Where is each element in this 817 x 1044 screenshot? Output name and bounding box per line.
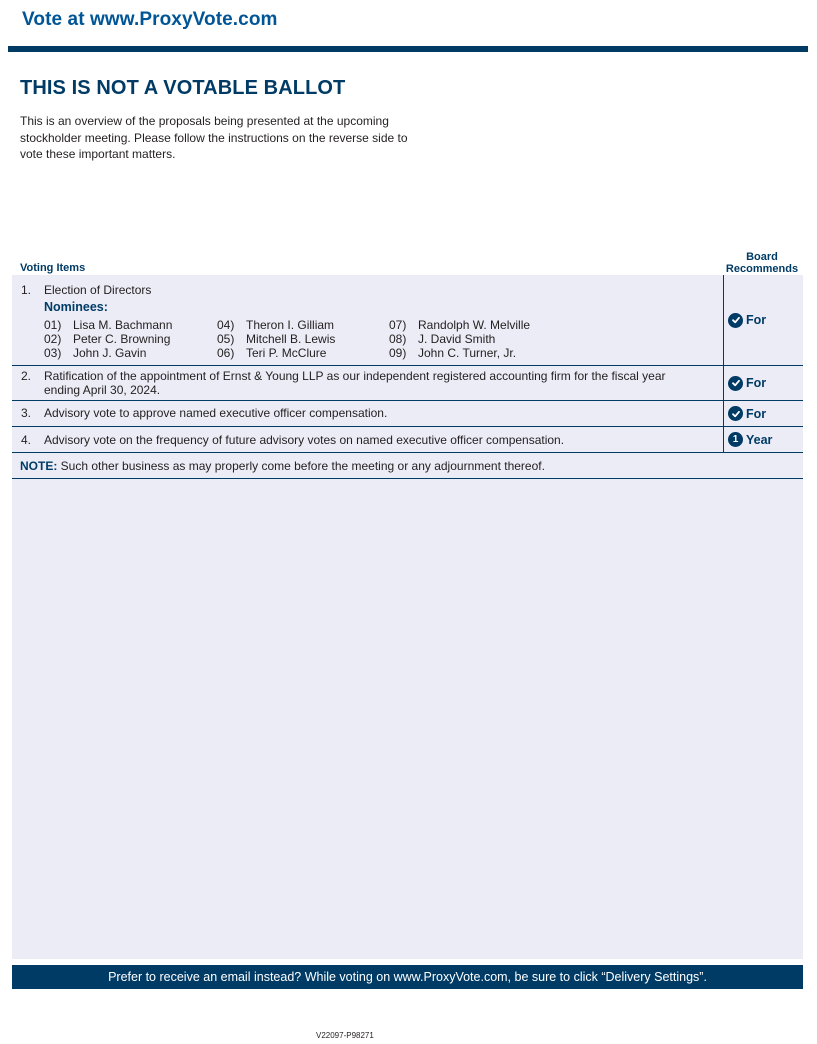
voting-item-3: [12, 401, 803, 427]
voting-item-2: [12, 366, 803, 401]
recommendation-label: Year: [746, 432, 773, 447]
nominee: 06) Teri P. McClure: [217, 346, 327, 360]
board-recommendation: [723, 275, 803, 365]
ballot-title: THIS IS NOT A VOTABLE BALLOT: [20, 77, 346, 99]
check-circle-icon: [728, 313, 743, 328]
recommendation-label: For: [746, 406, 767, 421]
number-one-circle-icon: 1: [728, 432, 743, 447]
nominee: 02) Peter C. Browning: [44, 332, 171, 346]
recommendation-label: For: [746, 376, 767, 390]
item-text-line2: ending April 30, 2024.: [44, 383, 161, 397]
item-text: Advisory vote to approve named executive officer compensation.: [44, 406, 388, 420]
board-recommendation: [723, 401, 803, 426]
recommendation-label: For: [746, 313, 767, 327]
nominee-column-3: [389, 318, 530, 360]
item-number: 3.: [21, 406, 32, 420]
note-label: NOTE:: [20, 459, 58, 473]
note-text: [20, 459, 545, 473]
board-recommends-heading: [722, 251, 802, 275]
board-heading-line1: Board: [746, 251, 778, 263]
nominees-label: Nominees:: [44, 300, 108, 314]
item-number: 4.: [21, 433, 32, 447]
board-recommendation: [723, 366, 803, 400]
check-circle-icon: [728, 406, 743, 421]
nominee-column-1: [44, 318, 172, 360]
delivery-settings-banner: Prefer to receive an email instead? While voting on www.ProxyVote.com, be sure to click “Delivery Settings”.: [12, 965, 803, 989]
voting-item-1: [12, 275, 803, 366]
note-body: Such other business as may properly come before the meeting or any adjournment thereof.: [57, 459, 545, 473]
nominee: 01) Lisa M. Bachmann: [44, 318, 173, 332]
board-recommendation: [723, 427, 803, 452]
item-number: 2.: [21, 369, 32, 383]
header-rule: [8, 46, 808, 52]
document-code: V22097-P98271: [316, 1031, 374, 1040]
note-row: [12, 453, 803, 479]
intro-paragraph: This is an overview of the proposals being presented at the upcoming stockholder meeting. Please follow the instructions on the reverse side to vote these important matters.: [20, 114, 408, 161]
nominee: 07) Randolph W. Melville: [389, 318, 531, 332]
nominee: 05) Mitchell B. Lewis: [217, 332, 336, 346]
item-text: [44, 369, 666, 397]
nominee: 04) Theron I. Gilliam: [217, 318, 335, 332]
item-text: Election of Directors: [44, 283, 152, 297]
check-circle-icon: [728, 376, 743, 391]
item-text-line1: Ratification of the appointment of Ernst & Young LLP as our independent registered accounting firm for the fiscal year: [44, 369, 666, 383]
nominee: 03) John J. Gavin: [44, 346, 147, 360]
item-number: 1.: [21, 283, 32, 297]
item-text: Advisory vote on the frequency of future advisory votes on named executive officer compensation.: [44, 433, 565, 447]
nominee-column-2: [217, 318, 335, 360]
voting-items-heading: Voting Items: [20, 262, 86, 274]
proxyvote-header: Vote at www.ProxyVote.com: [22, 9, 278, 30]
board-heading-line2: Recommends: [725, 263, 799, 275]
nominee: 09) John C. Turner, Jr.: [389, 346, 517, 360]
voting-item-4: [12, 427, 803, 453]
nominee: 08) J. David Smith: [389, 332, 496, 346]
